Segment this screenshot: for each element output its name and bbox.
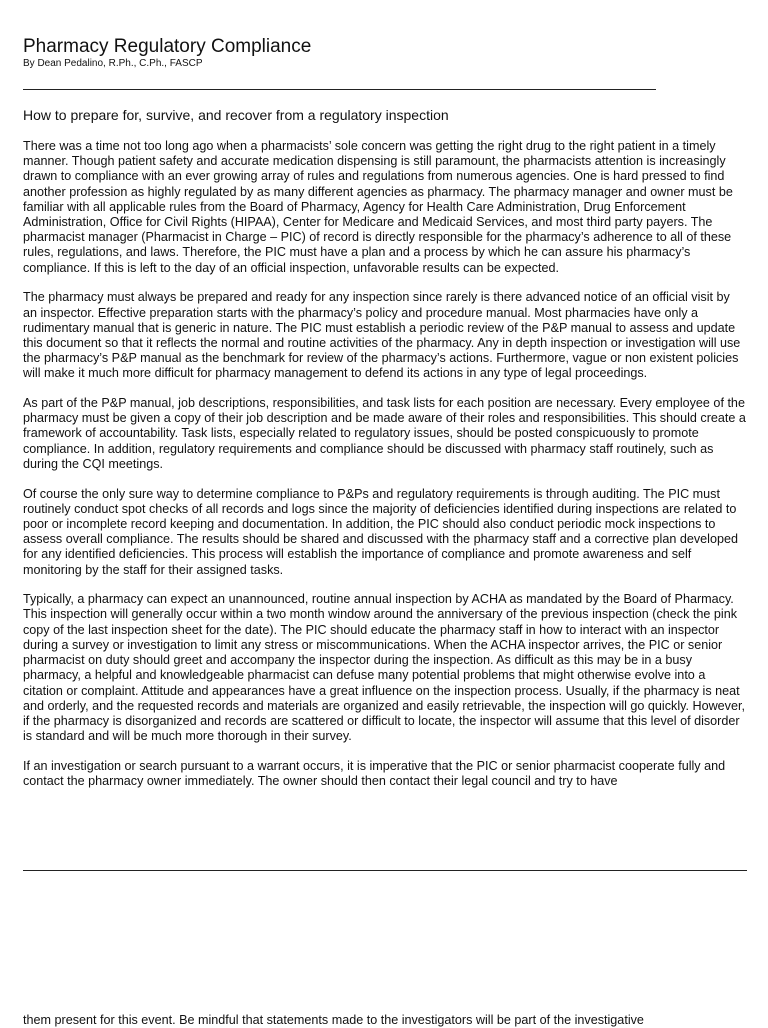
page-break-divider [23, 870, 747, 871]
document-subtitle: How to prepare for, survive, and recover from a regulatory inspection [23, 107, 449, 123]
article-body [23, 139, 747, 804]
author-byline: By Dean Pedalino, R.Ph., C.Ph., FASCP [23, 58, 203, 69]
paragraph-4: Of course the only sure way to determine compliance to P&Ps and regulatory requirements is through auditing. The PIC must routinely conduct spot checks of all records and logs since the majority of deficiencies identified during inspections are related to poor or incomplete record keeping and documentation. In addition, the PIC should also conduct periodic mock inspections to assess overall compliance. The results should be shared and discussed with the pharmacy staff and a corrective plan developed for any identified deficiencies. This process will establish the importance of compliance and promote awareness and self monitoring by the staff for their assigned tasks. [23, 486, 738, 577]
header-divider [23, 89, 656, 90]
paragraph-3: As part of the P&P manual, job descriptions, responsibilities, and task lists for each position are necessary. Every employee of the pharmacy must be given a copy of their job description and be made aware of their roles and responsibilities. This should create a framework of accountability. Task lists, especially related to regulatory issues, should be posted conspicuously to promote compliance. In addition, regulatory requirements and compliance should be discussed with pharmacy staff routinely, such as during the CQI meetings. [23, 396, 746, 471]
paragraph-1: There was a time not too long ago when a pharmacists’ sole concern was getting the right drug to the right patient in a timely manner. Though patient safety and accurate medication dispensing is still paramount, the pharmacists attention is increasingly drawn to compliance with an ever growing array of rules and regulations from numerous agencies. One is hard pressed to find another profession as highly regulated by as many different agencies as pharmacy. The pharmacy manager and owner must be familiar with all applicable rules from the Board of Pharmacy, Agency for Health Care Administration, Drug Enforcement Administration, Office for Civil Rights (HIPAA), Center for Medicare and Medicaid Services, and most third party payers. The pharmacist manager (Pharmacist in Charge – PIC) of record is directly responsible for the pharmacy’s adherence to all of these rules, regulations, and laws. Therefore, the PIC must have a plan and a process by which he can assure his pharmacy’s compliance. If this is left to the day of an official inspection, unfavorable results can be expected. [23, 139, 733, 275]
paragraph-5: Typically, a pharmacy can expect an unannounced, routine annual inspection by ACHA as mandated by the Board of Pharmacy. This inspection will generally occur within a two month window around the anniversary of the previous inspection (check the pink copy of the last inspection sheet for the date). The PIC should educate the pharmacy staff in how to interact with an inspector during a survey or investigation to limit any stress or miscommunications. When the ACHA inspector arrives, the PIC or senior pharmacist on duty should greet and accompany the inspector during the inspection. As difficult as this may be in a busy pharmacy, a helpful and knowledgeable pharmacist can defuse many potential problems that might otherwise evolve into a citation or complaint. Attitude and appearances have a great influence on the inspection process. Usually, if the pharmacy is neat and orderly, and the requested records and materials are organized and easily retrievable, the inspection will go quickly. However, if the pharmacy is disorganized and records are scattered or difficult to locate, the inspector will assume that this level of disorder is standard and will be much more thorough in their survey. [23, 592, 745, 744]
document-title: Pharmacy Regulatory Compliance [23, 36, 312, 57]
paragraph-2: The pharmacy must always be prepared and ready for any inspection since rarely is there advanced notice of an official visit by an inspector. Effective preparation starts with the pharmacy’s policy and procedure manual. Most pharmacies have only a rudimentary manual that is generic in nature. The PIC must establish a periodic review of the P&P manual to assess and update this document so that it reflects the normal and routine activities of the pharmacy. Any in depth inspection or investigation will use the pharmacy’s P&P manual as the benchmark for review of the pharmacy’s actions. Furthermore, vague or non existent policies will make it much more difficult for pharmacy management to defend its actions in any type of legal proceedings. [23, 290, 741, 381]
paragraph-6: If an investigation or search pursuant to a warrant occurs, it is imperative that the PIC or senior pharmacist cooperate fully and contact the pharmacy owner immediately. The owner should then contact their legal council and try to have [23, 758, 726, 789]
next-page-text: them present for this event. Be mindful that statements made to the investigators will be part of the investigative [23, 1013, 644, 1027]
